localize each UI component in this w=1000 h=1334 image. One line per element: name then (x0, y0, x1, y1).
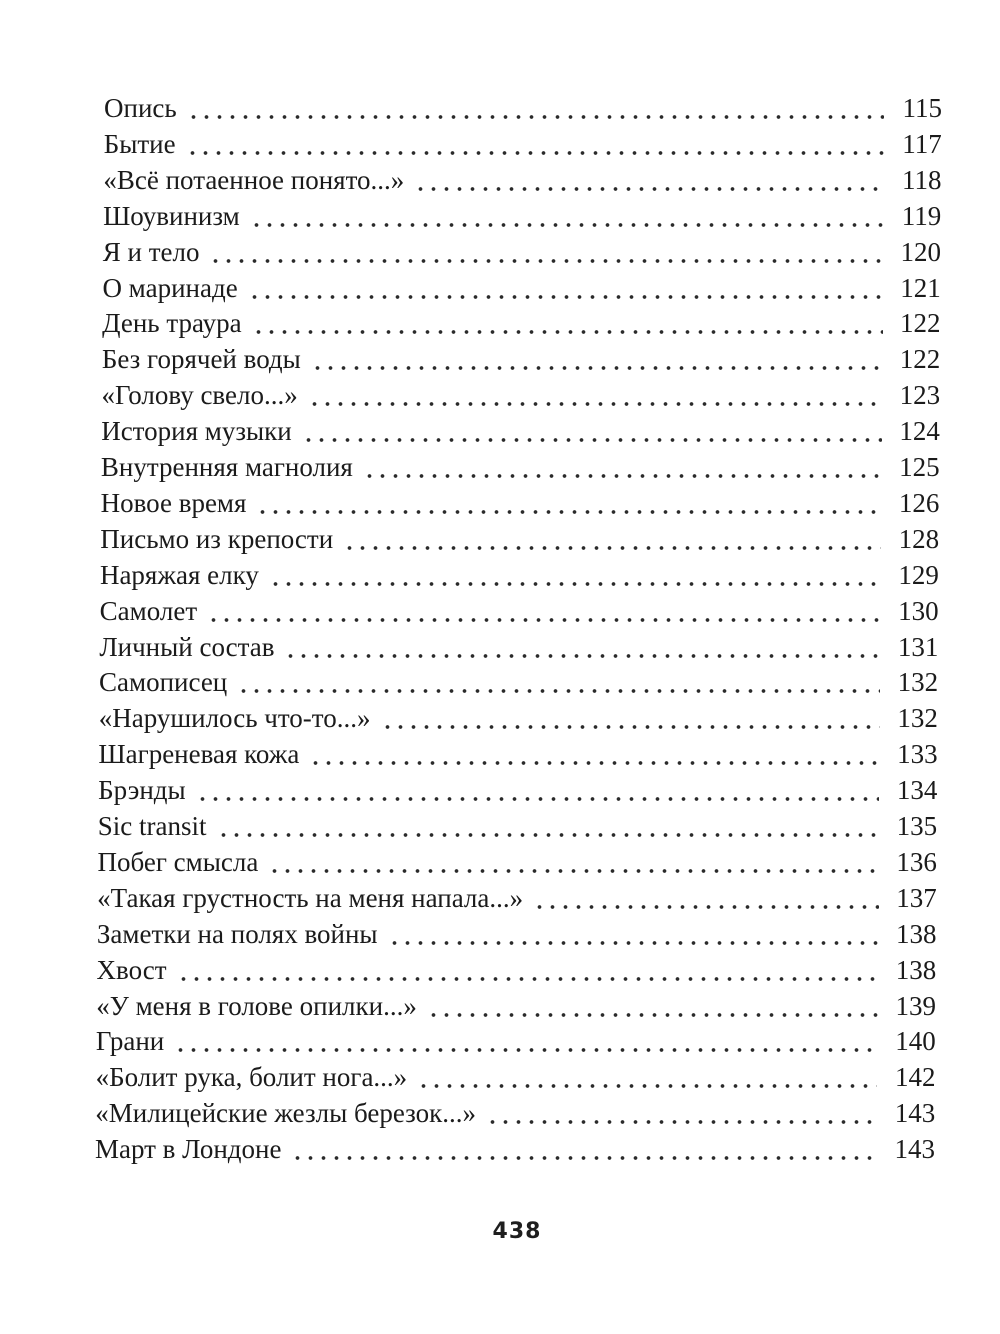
toc-entry (97, 845, 936, 879)
toc-entry-page: 142 (894, 1062, 936, 1093)
toc-entry (98, 737, 937, 771)
toc-entry (102, 306, 940, 340)
toc-dot-leader (174, 1024, 877, 1058)
toc-dot-leader (217, 809, 880, 843)
toc-dot-leader (186, 127, 884, 161)
toc-entry-page: 129 (898, 559, 939, 590)
toc-entry-page: 130 (898, 595, 939, 626)
toc-entry-page: 140 (895, 1026, 936, 1057)
toc-entry-title: Письмо из крепости (100, 523, 334, 554)
toc-dot-leader (196, 773, 880, 807)
toc-entry (97, 917, 937, 951)
toc-entry-page: 139 (895, 990, 936, 1021)
toc-dot-leader (248, 271, 883, 305)
toc-entry (100, 522, 939, 556)
toc-entry-page: 143 (894, 1098, 936, 1129)
toc-entry (99, 630, 938, 664)
toc-entry-title: Я и тело (102, 236, 200, 267)
toc-entry (96, 1060, 936, 1094)
toc-dot-leader (284, 630, 880, 664)
toc-dot-leader (388, 917, 879, 951)
page-number: 438 (492, 1219, 542, 1244)
toc-entry (98, 809, 937, 843)
toc-entry (101, 414, 940, 448)
toc-entry-page: 118 (902, 164, 942, 195)
toc-entry-title: Побег смысла (97, 846, 259, 877)
toc-entry-title: Бытие (103, 128, 176, 159)
toc-entry (100, 558, 939, 592)
toc-entry-title: Самописец (99, 667, 228, 698)
toc-dot-leader (256, 486, 881, 520)
toc-entry-title: «Нарушилось что-то...» (98, 703, 371, 734)
toc-entry (96, 989, 936, 1023)
toc-entry-page: 126 (898, 487, 940, 518)
toc-entry-title: Без горячей воды (101, 344, 301, 375)
toc-entry (102, 342, 940, 376)
toc-dot-leader (417, 1060, 877, 1094)
toc-entry-title: Sic transit (97, 811, 207, 841)
toc-entry (103, 199, 941, 233)
toc-entry-page: 128 (898, 523, 940, 554)
toc-entry-page: 115 (902, 93, 942, 123)
toc-dot-leader (427, 989, 878, 1023)
toc-dot-leader (363, 450, 882, 484)
toc-entry (102, 271, 940, 305)
toc-entry-page: 123 (899, 380, 941, 411)
toc-entry-title: Хвост (96, 954, 167, 985)
toc-entry (97, 881, 937, 915)
toc-entry-title: «Болит рука, болит нога...» (95, 1062, 408, 1093)
toc-dot-leader (311, 342, 882, 376)
toc-entry (98, 773, 937, 807)
toc-entry-title: Опись (104, 93, 177, 123)
toc-entry-page: 131 (897, 631, 939, 662)
toc-dot-leader (486, 1096, 877, 1130)
toc-entry (95, 1132, 935, 1166)
toc-dot-leader (207, 594, 880, 628)
toc-entry (97, 953, 937, 987)
toc-entry-page: 133 (897, 739, 938, 770)
toc-dot-leader (252, 306, 883, 340)
toc-entry-page: 121 (900, 272, 941, 303)
toc-entry (104, 91, 942, 125)
toc-dot-leader (268, 845, 879, 879)
toc-dot-leader (269, 558, 881, 592)
toc-dot-leader (533, 881, 879, 915)
toc-entry (101, 486, 940, 520)
toc-entry-title: Заметки на полях войны (96, 918, 378, 949)
toc-entry-page: 124 (899, 416, 940, 447)
toc-entry-title: Брэнды (98, 775, 186, 806)
toc-entry (103, 163, 941, 197)
toc-entry-title: Самолет (99, 595, 198, 626)
toc-dot-leader (308, 378, 882, 412)
toc-entry-page: 132 (897, 667, 939, 698)
toc-dot-leader (291, 1132, 877, 1166)
toc-entry (100, 594, 939, 628)
toc-entry-title: Личный состав (99, 631, 275, 662)
toc-entry-page: 119 (901, 200, 942, 231)
toc-entry-title: Шоувинизм (103, 200, 240, 231)
toc-dot-leader (237, 665, 880, 699)
toc-entry-page: 135 (896, 811, 938, 841)
toc-entry-title: Март в Лондоне (95, 1134, 282, 1165)
toc-entry-page: 122 (899, 344, 941, 375)
toc-entry-title: О маринаде (102, 272, 238, 303)
toc-entry-page: 132 (897, 703, 938, 734)
toc-dot-leader (302, 414, 882, 448)
toc-entry-page: 138 (895, 918, 937, 949)
toc-entry-title: Грани (95, 1026, 165, 1057)
toc-entry-page: 143 (894, 1134, 935, 1165)
toc-entry-page: 138 (895, 954, 937, 985)
toc-entry (103, 235, 941, 269)
toc-dot-leader (309, 737, 879, 771)
toc-entry (102, 378, 941, 412)
toc-entry (104, 127, 942, 161)
toc-entry-title: «Такая грустность на меня напала...» (97, 882, 524, 913)
toc-dot-leader (177, 953, 879, 987)
toc-entry (96, 1024, 936, 1058)
toc-entry-page: 120 (900, 236, 942, 267)
toc-entry-page: 134 (896, 775, 938, 806)
toc-dot-leader (250, 199, 884, 233)
toc-entry-title: Наряжая елку (99, 559, 259, 590)
toc-entry-title: Шагреневая кожа (98, 739, 300, 770)
toc-entry-title: «Всё потаенное понято...» (103, 164, 405, 195)
toc-entry-title: «У меня в голове опилки...» (96, 990, 417, 1021)
toc-dot-leader (187, 91, 884, 125)
toc-dot-leader (209, 235, 883, 269)
toc-dot-leader (381, 701, 880, 735)
toc-entry-page: 136 (896, 846, 937, 877)
toc-entry-title: «Голову свело...» (101, 380, 298, 411)
toc-entry (99, 701, 938, 735)
toc-entry-title: Внутренняя магнолия (100, 452, 353, 482)
toc-entry (99, 665, 938, 699)
toc-entry-title: «Милицейские жезлы березок...» (95, 1098, 477, 1129)
toc-entry (101, 450, 940, 484)
toc-entry-title: День траура (102, 308, 242, 339)
toc-entry-page: 117 (902, 128, 942, 159)
toc-entry-title: История музыки (101, 416, 292, 447)
toc-dot-leader (414, 163, 883, 197)
toc-entry-title: Новое время (100, 487, 247, 518)
toc-entry (95, 1096, 935, 1130)
toc-entry-page: 125 (899, 452, 940, 482)
toc-entry-page: 137 (896, 882, 937, 913)
toc-entry-page: 122 (900, 308, 941, 339)
toc-dot-leader (343, 522, 881, 556)
